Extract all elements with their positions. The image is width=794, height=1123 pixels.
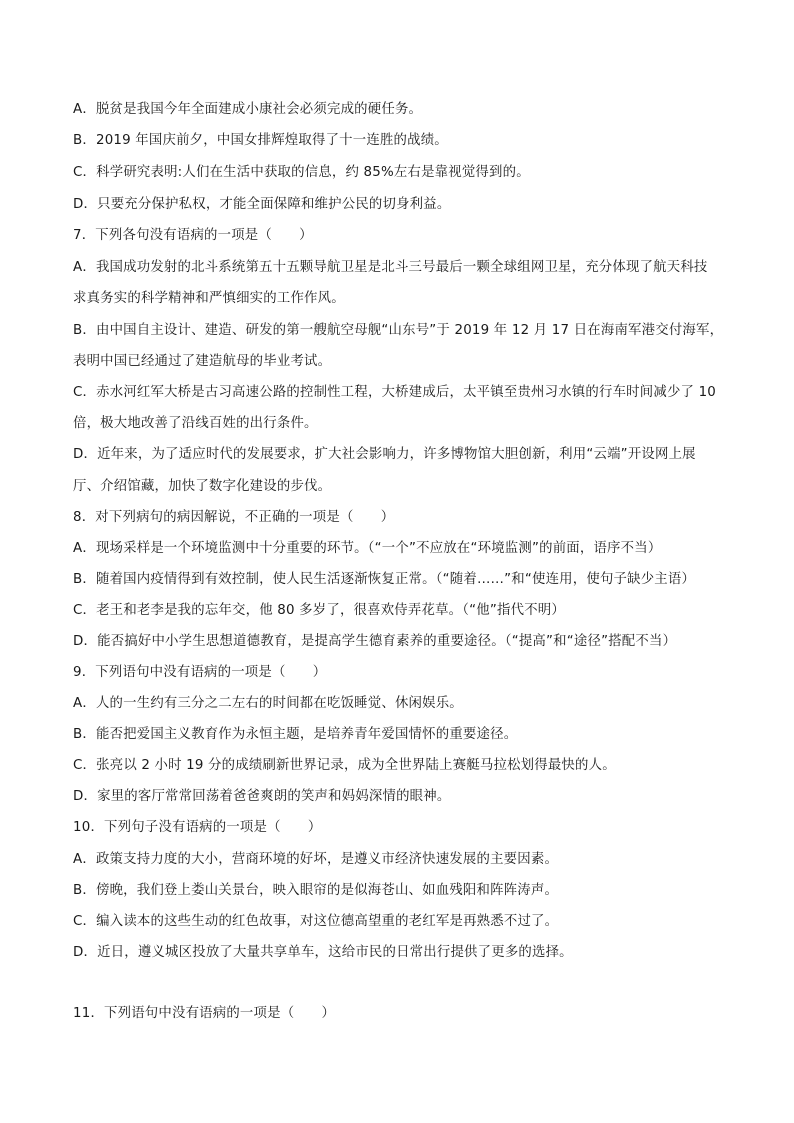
option-d-line: D．只要充分保护私权，才能全面保障和维护公民的切身利益。 [73,197,451,212]
question-11-stem: 11．下列语句中没有语病的一项是（ ） [73,1006,336,1021]
q9-option-c: C．张亮以 2 小时 19 分的成绩刷新世界记录，成为全世界陆上赛艇马拉松划得最快的人。 [73,758,616,773]
question-7-stem: 7．下列各句没有语病的一项是（ ） [73,228,313,243]
q7-option-c-line-1: C．赤水河红军大桥是古习高速公路的控制性工程，大桥建成后，太平镇至贵州习水镇的行车时间减少了 10 [73,385,717,400]
q7-option-b-line-2: 表明中国已经通过了建造航母的毕业考试。 [73,354,332,369]
q7-option-d-line-2: 厅、介绍馆藏，加快了数字化建设的步伐。 [73,479,332,494]
q10-option-d: D．近日，遵义城区投放了大量共享单车，这给市民的日常出行提供了更多的选择。 [73,945,573,960]
q10-option-a: A．政策支持力度的大小，营商环境的好坏，是遵义市经济快速发展的主要因素。 [73,852,559,867]
option-c-line: C．科学研究表明:人们在生活中获取的信息，约 85%左右是靠视觉得到的。 [73,165,530,180]
q10-option-c: C．编入读本的这些生动的红色故事，对这位德高望重的老红军是再熟悉不过了。 [73,914,559,929]
q8-option-d: D．能否搞好中小学生思想道德教育，是提高学生德育素养的重要途径。（“提高”和“途径”搭配不当） [73,634,677,649]
q8-option-a: A．现场采样是一个环境监测中十分重要的环节。（“一个”不应放在“环境监测”的前面，语序不当） [73,541,662,556]
q7-option-a-line-2: 求真务实的科学精神和严慎细实的工作作风。 [73,291,345,306]
q7-option-a-line-1: A．我国成功发射的北斗系统第五十五颗导航卫星是北斗三号最后一颗全球组网卫星，充分体现了航天科技 [73,260,708,275]
q9-option-a: A．人的一生约有三分之二左右的时间都在吃饭睡觉、休闲娱乐。 [73,696,463,711]
q8-option-c: C．老王和老李是我的忘年交，他 80 多岁了，很喜欢侍弄花草。（“他”指代不明） [73,603,565,618]
q10-option-b: B．傍晚，我们登上娄山关景台，映入眼帘的是似海苍山、如血残阳和阵阵涛声。 [73,883,559,898]
question-10-stem: 10．下列句子没有语病的一项是（ ） [73,820,322,835]
question-9-stem: 9．下列语句中没有语病的一项是（ ） [73,665,327,680]
q7-option-b-line-1: B．由中国自主设计、建造、研发的第一艘航空母舰“山东号”于 2019 年 12 月 17 日在海南军港交付海军， [73,323,724,338]
question-8-stem: 8．对下列病句的病因解说，不正确的一项是（ ） [73,510,395,525]
q7-option-d-line-1: D．近年来，为了适应时代的发展要求，扩大社会影响力，许多博物馆大胆创新，利用“云端”开设网上展 [73,447,696,462]
q8-option-b: B．随着国内疫情得到有效控制，使人民生活逐渐恢复正常。（“随着……”和“使连用，使句子缺少主语） [73,572,696,587]
option-a-line: A．脱贫是我国今年全面建成小康社会必须完成的硬任务。 [73,102,423,117]
q9-option-b: B．能否把爱国主义教育作为永恒主题，是培养青年爱国情怀的重要途径。 [73,727,518,742]
option-b-line: B．2019 年国庆前夕，中国女排辉煌取得了十一连胜的战绩。 [73,133,448,148]
q9-option-d: D．家里的客厅常常回荡着爸爸爽朗的笑声和妈妈深情的眼神。 [73,789,451,804]
q7-option-c-line-2: 倍，极大地改善了沿线百姓的出行条件。 [73,416,318,431]
